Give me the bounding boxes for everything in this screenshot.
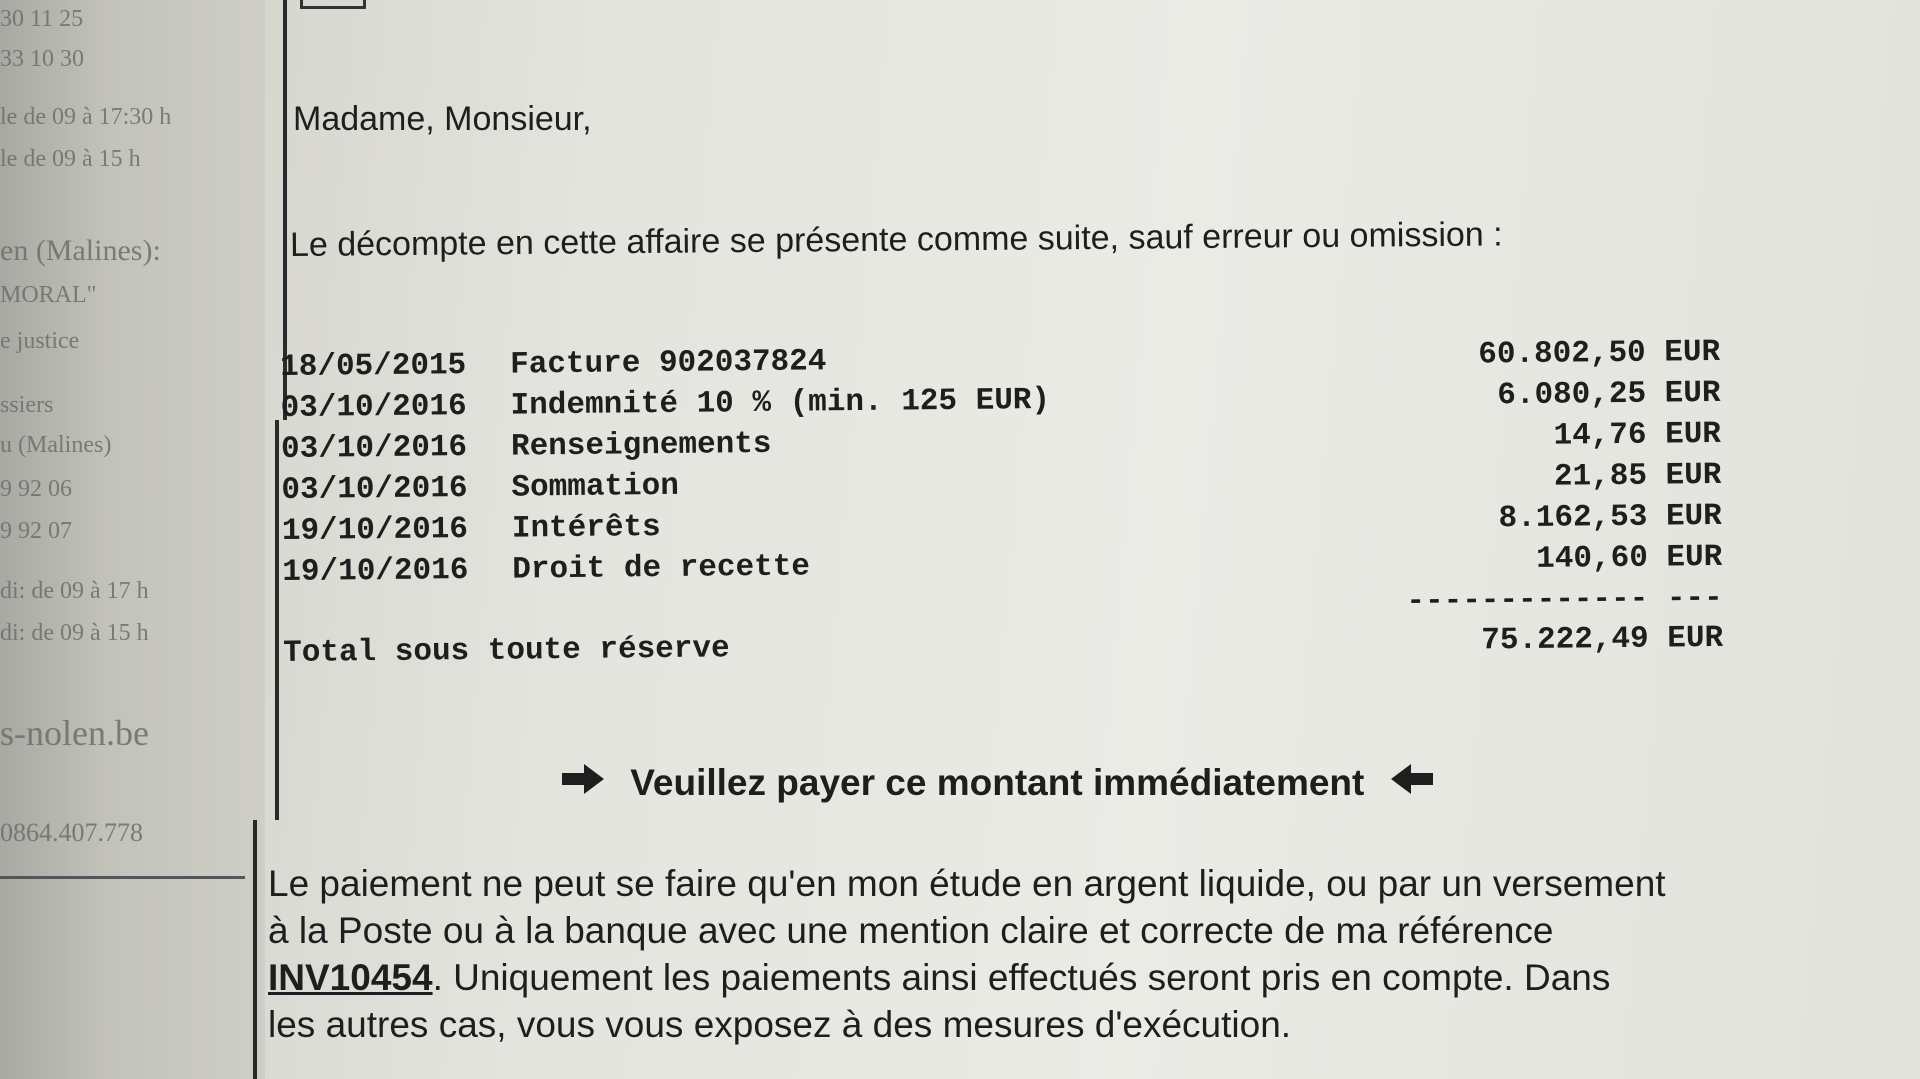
letterhead-margin: [0, 0, 265, 1079]
entry-date: 18/05/2015: [280, 348, 467, 385]
payment-line: [268, 907, 1796, 954]
sidebar-fragment: u (Malines): [0, 432, 112, 458]
sidebar-fragment: 9 92 06: [0, 476, 72, 502]
total-label: Total sous toute réserve: [282, 631, 730, 671]
sidebar-fragment: 0864.407.778: [0, 818, 143, 847]
sidebar-fragment: 9 92 07: [0, 518, 72, 544]
sidebar-fragment: 30 11 25: [0, 6, 84, 32]
intro-sentence: Le décompte en cette affaire se présente comme suite, sauf erreur ou omission :: [289, 215, 1503, 264]
entry-amount: 8.162,53 EUR: [1498, 498, 1723, 537]
entry-date: 03/10/2016: [280, 389, 467, 426]
arrow-right-icon: [560, 761, 606, 806]
payment-line-text: . Uniquement les paiements ainsi effectués seront pris en compte. Dans: [432, 957, 1611, 998]
statement-table: [280, 335, 1723, 677]
sidebar-fragment: MORAL": [0, 282, 97, 308]
arrow-left-icon: [1389, 761, 1435, 806]
separator-dashes: ------------- ---: [1406, 580, 1723, 620]
margin-divider-line: [275, 420, 279, 820]
payment-line-text: à la Poste ou à la banque avec une mention claire et correcte de ma référence: [268, 910, 1554, 951]
entry-description: Indemnité 10 % (min. 125 EUR): [510, 382, 1051, 424]
entry-description: Renseignements: [510, 426, 772, 465]
pay-now-notice: [560, 760, 1435, 806]
entry-description: Sommation: [511, 468, 680, 506]
margin-divider-line: [253, 820, 257, 1079]
salutation: Madame, Monsieur,: [293, 100, 592, 138]
sidebar-fragment: 33 10 30: [0, 46, 84, 72]
margin-rule: [0, 876, 245, 879]
sidebar-fragment: le de 09 à 15 h: [0, 146, 141, 172]
entry-amount: 60.802,50 EUR: [1478, 334, 1721, 373]
sidebar-fragment: en (Malines):: [0, 234, 161, 267]
sidebar-fragment: le de 09 à 17:30 h: [0, 104, 172, 130]
payment-line-text: les autres cas, vous vous exposez à des mesures d'exécution.: [268, 1004, 1292, 1045]
entry-date: 19/10/2016: [282, 553, 469, 590]
payment-line: [268, 1001, 1796, 1048]
payment-line-text: Le paiement ne peut se faire qu'en mon étude en argent liquide, ou par un versement: [268, 863, 1666, 904]
pay-now-text: Veuillez payer ce montant immédiatement: [630, 762, 1365, 804]
payment-line: [268, 860, 1796, 907]
entry-date: 03/10/2016: [280, 430, 468, 467]
entry-amount: 140,60 EUR: [1536, 539, 1723, 577]
cropped-heading-fragment: [300, 0, 366, 9]
entry-description: Facture 902037824: [509, 344, 827, 383]
sidebar-fragment: ssiers: [0, 392, 54, 418]
entry-amount: 14,76 EUR: [1553, 416, 1722, 454]
entry-amount: 21,85 EUR: [1553, 457, 1722, 495]
entry-date: 19/10/2016: [281, 512, 469, 549]
sidebar-fragment: e justice: [0, 328, 80, 354]
payment-instructions: [268, 860, 1796, 1048]
sidebar-fragment: di: de 09 à 15 h: [0, 620, 149, 646]
entry-date: 03/10/2016: [281, 471, 468, 508]
entry-description: Droit de recette: [512, 549, 811, 588]
sidebar-fragment: di: de 09 à 17 h: [0, 578, 149, 604]
total-amount: 75.222,49 EUR: [1481, 620, 1724, 659]
payment-reference: INV10454: [268, 957, 433, 998]
sidebar-fragment: s-nolen.be: [0, 713, 149, 753]
entry-amount: 6.080,25 EUR: [1497, 375, 1721, 414]
entry-description: Intérêts: [511, 510, 661, 547]
payment-line: [268, 954, 1796, 1001]
